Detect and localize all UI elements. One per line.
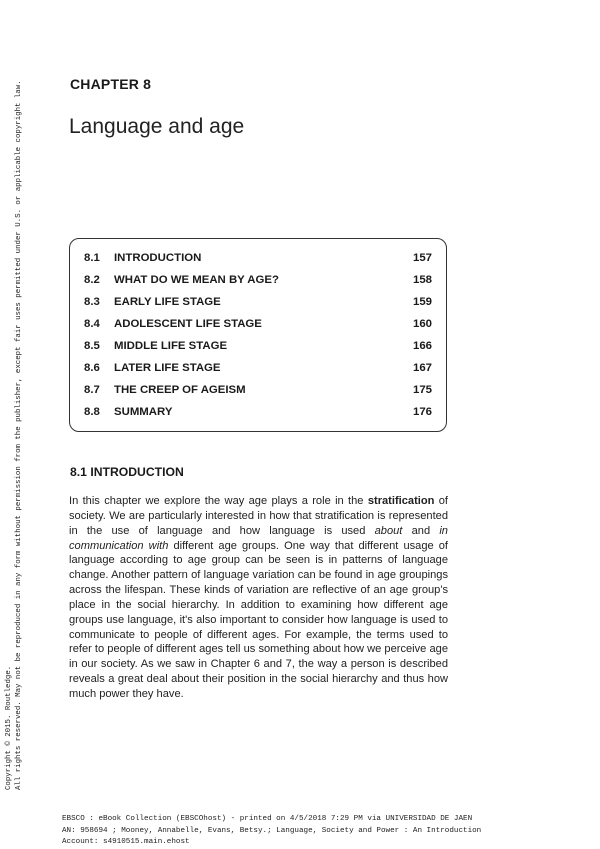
toc-title: INTRODUCTION [114, 252, 202, 264]
section-heading: 8.1 INTRODUCTION [70, 465, 184, 479]
toc-number: 8.6 [84, 362, 100, 374]
toc-page-number: 158 [412, 274, 432, 286]
emphasis-term: in communication with [69, 524, 448, 552]
body-paragraph [69, 494, 448, 702]
toc-number: 8.5 [84, 340, 100, 352]
emphasis-term: about [374, 524, 403, 537]
toc-entry[interactable] [84, 252, 432, 268]
footer-line-2: AN: 958694 ; Mooney, Annabelle, Evans, Betsy.; Language, Society and Power : An Introduction [62, 826, 482, 835]
toc-title: THE CREEP OF AGEISM [114, 384, 246, 396]
toc-number: 8.2 [84, 274, 100, 286]
toc-number: 8.7 [84, 384, 100, 396]
toc-page-number: 157 [412, 252, 432, 264]
toc-page-number: 160 [412, 318, 432, 330]
print-footer [62, 814, 481, 849]
emphasis-term: stratification [367, 495, 435, 507]
toc-entry[interactable] [84, 296, 432, 312]
footer-line-3: Account: s4910515.main.ehost [62, 838, 190, 846]
table-of-contents [69, 238, 447, 432]
toc-page-number: 159 [412, 296, 432, 308]
chapter-title: Language and age [69, 115, 245, 138]
toc-entry[interactable] [84, 384, 432, 400]
toc-entry[interactable] [84, 406, 432, 422]
paragraph-text: different age groups. One way that different usage of language according to age group can be seen is in patterns of language change. Another pattern of language variation can be found in age groupings across the lifespan. These kinds of variation are reflective of an age group's place in the social hierarchy. In addition to examining how different age groups use language, it's also important to consider how language is used to communicate to people of different ages. For example, the terms used to refer to people of different ages tell us something about how we perceive age in our society. As we saw in Chapter 6 and 7, the way a person is described reveals a great deal about their position in the social hierarchy and thus how much power they have. [69, 539, 448, 700]
toc-page-number: 175 [412, 384, 432, 396]
toc-page-number: 167 [412, 362, 432, 374]
toc-title: ADOLESCENT LIFE STAGE [114, 318, 262, 330]
paragraph-text: In this chapter we explore the way age plays a role in the [69, 495, 368, 507]
copyright-line-1: Copyright © 2015. Routledge. [5, 665, 13, 790]
toc-title: MIDDLE LIFE STAGE [114, 340, 228, 352]
toc-title: SUMMARY [114, 406, 173, 418]
toc-page-number: 176 [412, 406, 432, 418]
copyright-notice [4, 80, 24, 790]
toc-title: WHAT DO WE MEAN BY AGE? [114, 274, 279, 286]
paragraph-text: of society. We are particularly interested in how that stratification is represented in the use of language and how language is used [69, 495, 449, 537]
paragraph-text: and [402, 524, 440, 537]
toc-number: 8.3 [84, 296, 100, 308]
toc-title: EARLY LIFE STAGE [114, 296, 221, 308]
toc-entry[interactable] [84, 318, 432, 334]
copyright-line-2: All rights reserved. May not be reproduced in any form without permission from the publisher, except fair uses permitted under U.S. or applicable copyright law. [15, 80, 23, 790]
toc-page-number: 166 [412, 340, 432, 352]
toc-entry[interactable] [84, 274, 432, 290]
footer-line-1: EBSCO : eBook Collection (EBSCOhost) - printed on 4/5/2018 7:29 PM via UNIVERSIDAD DE JAEN [62, 815, 473, 823]
toc-number: 8.8 [84, 406, 100, 418]
toc-number: 8.4 [84, 318, 100, 330]
toc-entry[interactable] [84, 340, 432, 356]
chapter-label: CHAPTER 8 [70, 76, 152, 92]
toc-number: 8.1 [84, 252, 100, 264]
toc-title: LATER LIFE STAGE [114, 362, 221, 374]
toc-entry[interactable] [84, 362, 432, 378]
